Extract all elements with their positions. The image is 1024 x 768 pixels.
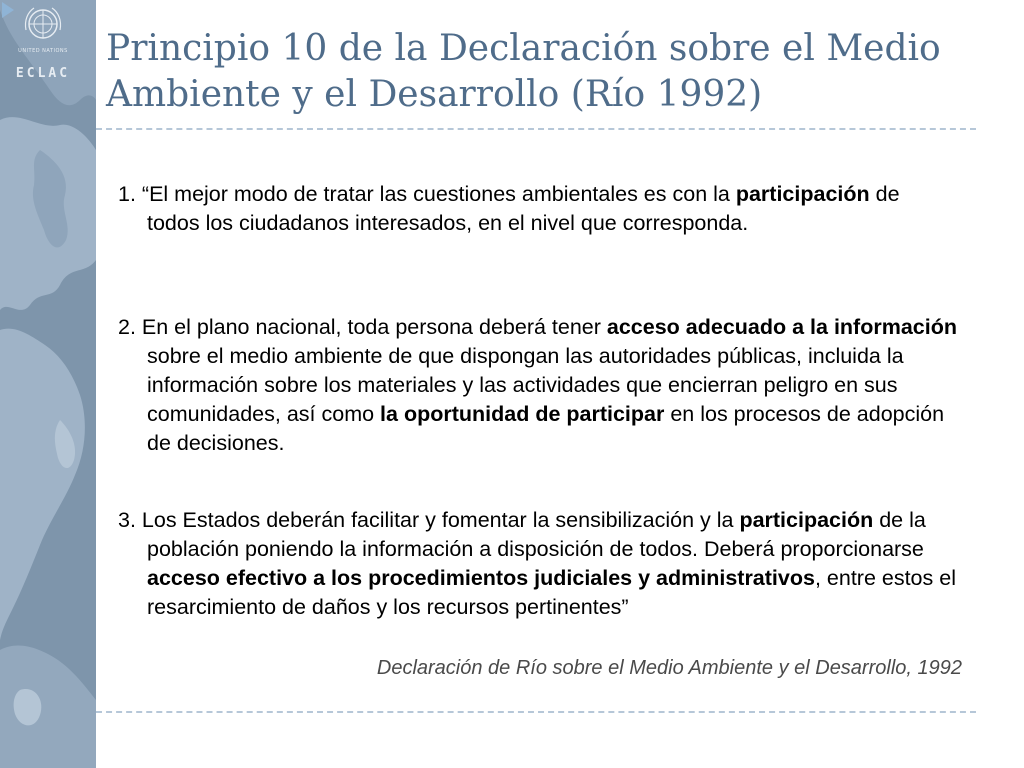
text-segment: 2. En el plano nacional, toda persona deberá tener [118, 315, 607, 339]
bold-segment: la oportunidad de participar [380, 402, 665, 426]
world-map-decoration [0, 0, 96, 768]
text-segment: de todos los ciudadanos interesados, en el nivel que corresponda. [147, 182, 900, 235]
text-segment: de la población poniendo la información a disposición de todos. Deberá proporcionarse [147, 508, 926, 561]
principle-item-2 [118, 313, 968, 458]
principle-text-3 [118, 506, 968, 622]
page-title: Principio 10 de la Declaración sobre el Medio Ambiente y el Desarrollo (Río 1992) [106, 28, 941, 115]
logo [14, 4, 72, 90]
sidebar-map-panel [0, 0, 96, 768]
logo-org-name: UNITED NATIONS [18, 48, 68, 54]
principle-item-3 [118, 506, 968, 622]
logo-acronym: ECLAC [15, 66, 71, 81]
principle-text-2 [118, 313, 968, 458]
title-divider [96, 128, 976, 130]
bold-segment: participación [739, 508, 874, 532]
bold-segment: acceso adecuado a la información [606, 315, 957, 339]
play-triangle-icon[interactable] [0, 0, 16, 20]
principle-text-1 [118, 180, 958, 238]
bold-segment: participación [735, 182, 870, 206]
text-segment: 3. Los Estados deberán facilitar y fomentar la sensibilización y la [118, 508, 740, 532]
footer-divider [96, 711, 976, 713]
text-segment: 1. “El mejor modo de tratar las cuestiones ambientales es con la [118, 182, 736, 206]
principle-item-1 [118, 180, 958, 238]
text-segment: en los procesos de adopción de decisiones. [147, 402, 945, 455]
citation-source: Declaración de Río sobre el Medio Ambiente y el Desarrollo, 1992 [376, 657, 962, 679]
bold-segment: acceso efectivo a los procedimientos judiciales y administrativos [147, 566, 815, 590]
un-emblem-icon [14, 4, 72, 46]
text-segment: sobre el medio ambiente de que dispongan las autoridades públicas, incluida la información sobre los materiales y las actividades que encierran peligro en sus comunidades, así como [147, 344, 904, 426]
text-segment: , entre estos el resarcimiento de daños y los recursos pertinentes” [147, 566, 956, 619]
